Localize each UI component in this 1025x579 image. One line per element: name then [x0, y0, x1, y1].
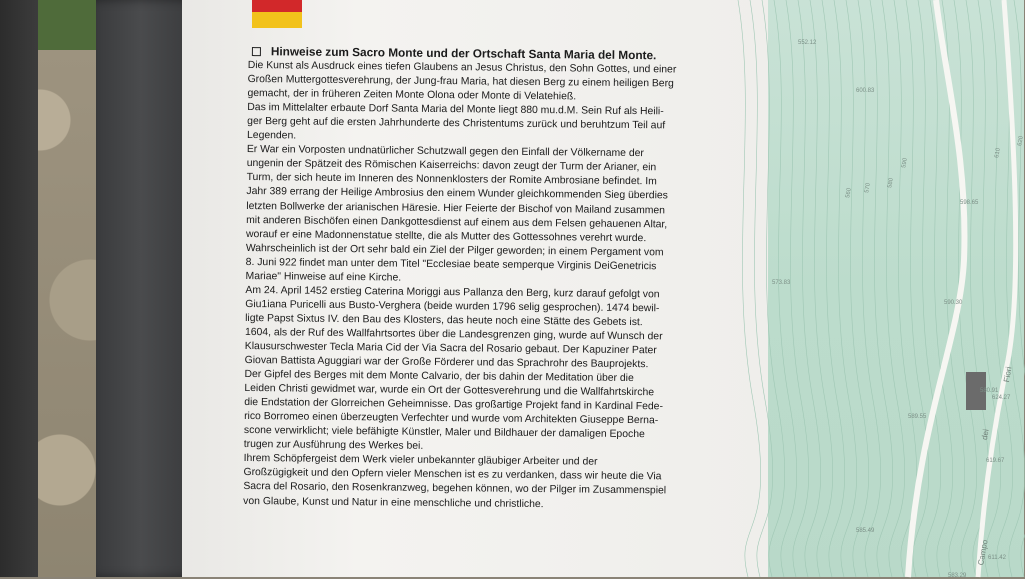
sign-text-line: Der Gipfel des Berges mit dem Monte Calvario, der bis dahin der Meditation über die: [244, 369, 634, 385]
map-label: 590: [901, 157, 909, 169]
sign-text-line: rico Borromeo einen überzeugten Verfechter und wurde vom Architekten Giuseppe Berna-: [244, 411, 659, 427]
sign-text-line: Er War ein Vorposten undnatürlicher Schutzwall gegen den Einfall der Völkername der: [246, 144, 644, 160]
map-label: 560: [845, 187, 853, 199]
sign-text-line: scone verwirklicht; viele befähigte Künstler, Maler und Bildhauer der damaligen Epoche: [243, 425, 645, 441]
map-label: Fiori: [1001, 366, 1014, 383]
map-label: 590.30: [944, 300, 963, 306]
sign-text-line: Großzügigkeit und den Opfern vieler Menschen ist es zu verdanken, dass wir heute die Via: [243, 467, 662, 483]
sign-text-line: worauf er eine Madonnenstatue stellte, die als Mutter des Gottessohnes verehrt wurde.: [245, 228, 647, 244]
sign-text-line: Am 24. April 1452 erstieg Caterina Moriggi aus Pallanza den Berg, kurz darauf gefolgt von: [245, 284, 660, 301]
sign-text-line: Das im Mittelalter erbaute Dorf Santa Maria del Monte liegt 880 mu.d.M. Sein Ruf als Heili-: [247, 102, 664, 118]
sign-text-line: Jahr 389 errang der Heilige Ambrosius den einem Wunder gleichkommenden Sieg überdies: [246, 186, 668, 202]
map-label: 580: [887, 177, 895, 189]
sign-text-line: von Glaube, Kunst und Natur in eine menschliche und christliche.: [243, 495, 544, 510]
sign-text-line: Leiden Christi gewidmet war, wurde ein Ort der Gottesverehrung und die Wallfahrtskirche: [244, 383, 655, 399]
map-label: 573.83: [772, 280, 791, 286]
sign-text-line: Die Kunst als Ausdruck eines tiefen Glaubens an Jesus Christus, den Sohn Gottes, und einer: [247, 60, 677, 76]
sign-heading-text: Hinweise zum Sacro Monte und der Ortschaft Santa Maria del Monte.: [270, 44, 657, 63]
sign-text-line: Wahrscheinlich ist der Ort sehr bald ein Ziel der Pilger geworden; in einem Pergament vom: [245, 242, 664, 259]
map-label: 552.12: [798, 40, 817, 46]
sign-text-line: Klausurschwester Tecla Maria Cid der Via Sacra del Rosario gebaut. Der Kapuziner Pater: [244, 340, 657, 357]
sign-text-line: Legenden.: [246, 130, 297, 142]
road-path: [908, 0, 967, 579]
italian-flag-stripe: [252, 0, 302, 28]
map-contours: [768, 0, 1024, 577]
map-label: 585.49: [856, 528, 875, 534]
map-label: dei: [979, 428, 991, 441]
map-label: 610: [994, 147, 1002, 159]
sign-text-line: gemacht, der in früheren Zeiten Monte Olona oder Monte di Velatehieß.: [247, 88, 577, 103]
sign-body: [243, 59, 748, 514]
map-label: 624.27: [992, 395, 1011, 401]
map-label: 611.42: [988, 555, 1006, 561]
map-label: 598.65: [960, 200, 979, 206]
square-bullet-icon: [252, 47, 261, 56]
map-label: 600.83: [856, 88, 875, 94]
sign-text-line: mit anderen Bischöfen einen Dankgottesdienst auf einem aus dem Felsen gehauenen Altar,: [246, 214, 668, 230]
sign-text-line: Sacra del Rosario, den Rosenkranzweg, begehen können, wo der Pilger im Zusammenspiel: [243, 481, 667, 497]
sign-text-line: Giu1iana Puricelli aus Busto-Verghera (beide wurden 1796 selig gesprochen). 1474 bewil-: [245, 298, 660, 315]
flag-red-stripe: [252, 0, 302, 12]
map-label: 583.29: [948, 573, 967, 579]
flag-yellow-stripe: [252, 12, 302, 28]
sign-text-line: 1604, als der Ruf des Wallfahrtsortes über die Landesgrenzen ging, wurde auf Wunsch der: [244, 326, 663, 343]
sign-text-line: Großen Muttergottesverehrung, der Jung-frau Maria, hat diesen Berg zu einem heiligen Berg: [247, 74, 674, 90]
sign-text-line: ger Berg geht auf die ersten Jahrhunderte des Christentums zurück und beruhtzum Teil auf: [247, 116, 666, 132]
topographic-map: [768, 0, 1024, 577]
map-label: 580.91: [980, 388, 999, 394]
sign-text-line: ligte Papst Sixtus IV. den Bau des Klosters, das heute noch eine Stätte des Gebets ist.: [245, 312, 643, 329]
sign-text-line: trugen zur Ausführung des Werkes bei.: [243, 439, 424, 453]
map-label: 589.55: [908, 414, 927, 420]
sign-text: [243, 44, 748, 514]
sign-text-line: Giovan Battista Aguggiari war der Große Förderer und das Sprachrohr des Bauprojekts.: [244, 355, 649, 371]
sign-text-line: 8. Juni 922 findet man unter dem Titel "Ecclesiae beate semperque Virginis DeiGenetricis: [245, 256, 657, 272]
sign-text-line: letzten Bollwerke der arianischen Häresie. Hier Feierte der Bischof von Mailand zusammen: [246, 200, 666, 216]
sign-text-line: Ihrem Schöpfergeist dem Werk vieler unbekannter gläubiger Arbeiter und der: [243, 453, 598, 469]
map-label: Campo: [976, 539, 990, 566]
sign-text-line: ungenin der Spätzeit des Römischen Kaiserreichs: davon zeugt der Turm der Arianer, ein: [246, 158, 657, 174]
sign-text-line: die Endstation der Glorreichen Geheimnisse. Das großartige Projekt fand in Kardinal Fede-: [244, 397, 664, 413]
map-label: 570: [864, 182, 872, 194]
sign-text-line: Mariae" Hinweise auf eine Kirche.: [245, 270, 402, 284]
dark-post: [0, 0, 38, 577]
map-label: 619.67: [986, 458, 1005, 464]
sign-text-line: Turm, der sich heute im Inneren des Nonnenklosters der Romite Ambrosiane befindet. Im: [246, 172, 657, 188]
map-label: 620: [1017, 135, 1025, 147]
road-path-east: [978, 0, 1016, 577]
